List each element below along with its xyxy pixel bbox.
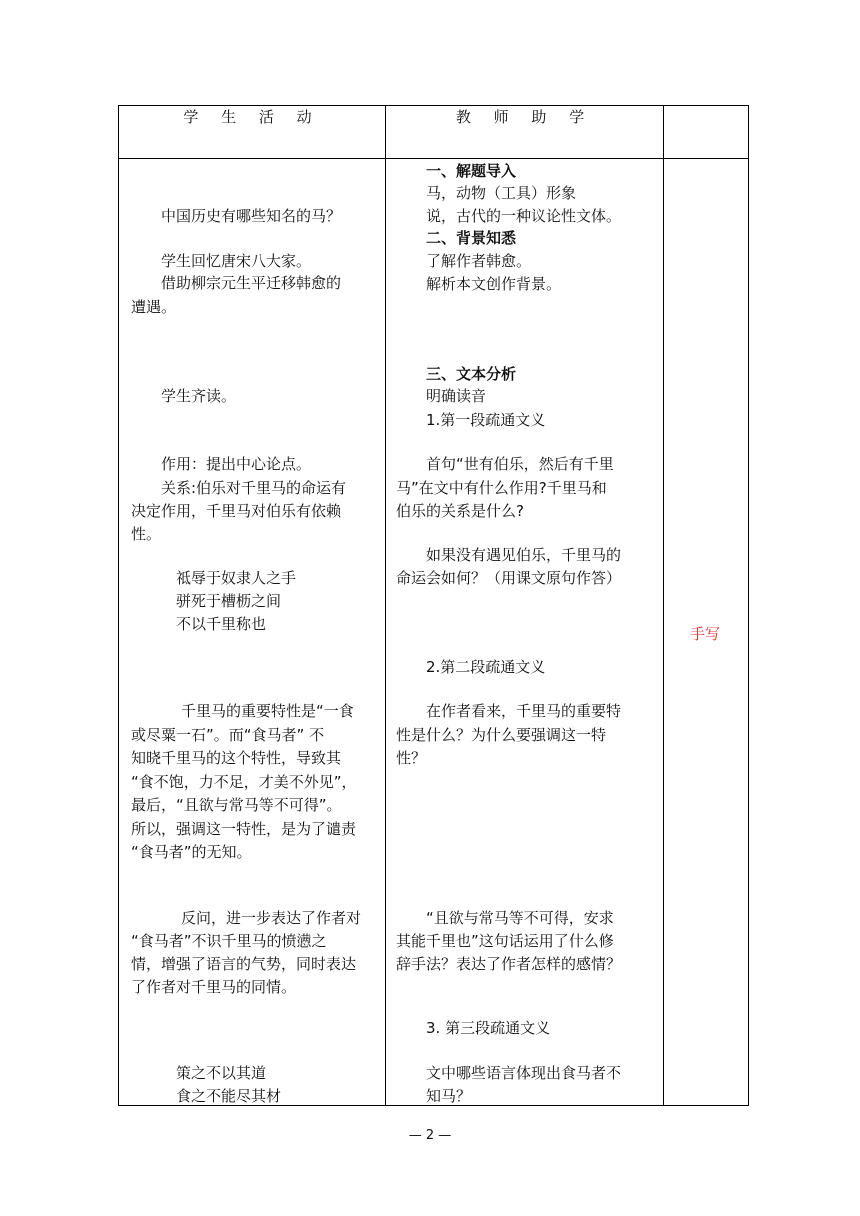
teacher-line: 2.第二段疏通文义	[426, 658, 546, 676]
teacher-line: 解析本文创作背景。	[426, 275, 562, 293]
student-line: “食马者”不识千里马的愤懑之	[131, 932, 327, 950]
header-teacher-assist: 教 师 助 学	[386, 106, 664, 159]
teacher-line: 命运会如何？（用课文原句作答）	[396, 569, 622, 587]
student-line: 性。	[131, 525, 162, 543]
teacher-line: 了解作者韩愈。	[426, 252, 532, 270]
teacher-line: 马，动物（工具）形象	[426, 184, 577, 202]
page-number: — 2 —	[408, 1128, 452, 1143]
header-student-activity: 学 生 活 动	[119, 106, 386, 159]
teacher-line: 三、文本分析	[426, 365, 517, 383]
student-line: 策之不以其道	[176, 1064, 267, 1082]
body-row	[119, 159, 749, 1106]
teacher-line: 伯乐的关系是什么?	[396, 502, 524, 520]
student-line: 千里马的重要特性是“一食	[181, 702, 354, 720]
student-line: 借助柳宗元生平迁移韩愈的	[161, 274, 342, 292]
teacher-line: “且欲与常马等不可得，安求	[426, 909, 614, 927]
lesson-plan-table	[118, 105, 749, 1106]
teacher-line: 文中哪些语言体现出食马者不	[426, 1064, 622, 1082]
student-line: “食不饱，力不足，才美不外见”，	[131, 773, 357, 791]
student-line: 学生回忆唐宋八大家。	[161, 252, 312, 270]
student-line: 不以千里称也	[176, 615, 267, 633]
teacher-line: 二、背景知悉	[426, 229, 517, 247]
teacher-line: 明确读音	[426, 387, 487, 405]
teacher-line: 3. 第三段疏通文义	[426, 1019, 551, 1037]
teacher-line: 马”在文中有什么作用?千里马和	[396, 479, 607, 497]
teacher-line: 在作者看来，千里马的重要特	[426, 702, 622, 720]
student-line: 中国历史有哪些知名的马？	[161, 207, 342, 225]
student-line: 最后，“且欲与常马等不可得”。	[131, 796, 342, 814]
teacher-line: 首句“世有伯乐，然后有千里	[426, 455, 614, 473]
teacher-line: 性？	[396, 749, 427, 767]
student-line: 作用：提出中心论点。	[161, 455, 312, 473]
student-line: 祗辱于奴隶人之手	[176, 569, 297, 587]
handwriting-note: 手写	[690, 625, 721, 643]
teacher-line: 1.第一段疏通文义	[426, 411, 546, 429]
student-line: 情，增强了语言的气势，同时表达	[131, 955, 357, 973]
teacher-line: 其能千里也”这句话运用了什么修	[396, 932, 614, 950]
teacher-line: 辞手法？表达了作者怎样的感情？	[396, 955, 622, 973]
notes-cell	[664, 159, 749, 1106]
student-line: 食之不能尽其材	[176, 1087, 282, 1105]
student-line: 或尽粟一石”。而“食马者” 不	[131, 726, 325, 744]
student-line: 了作者对千里马的同情。	[131, 978, 297, 996]
student-line: 关系:伯乐对千里马的命运有	[161, 479, 347, 497]
student-line: 所以，强调这一特性，是为了谴责	[131, 820, 357, 838]
student-line: 骈死于槽枥之间	[176, 592, 282, 610]
teacher-line: 一、解题导入	[426, 162, 517, 180]
teacher-assist-cell	[386, 159, 664, 1106]
student-line: 学生齐读。	[161, 387, 237, 405]
student-line: “食马者”的无知。	[131, 843, 252, 861]
header-notes	[664, 106, 749, 159]
header-row	[119, 106, 749, 159]
teacher-line: 如果没有遇见伯乐，千里马的	[426, 546, 622, 564]
student-line: 决定作用，千里马对伯乐有依赖	[131, 502, 342, 520]
student-line: 知晓千里马的这个特性，导致其	[131, 749, 342, 767]
student-line: 反问，进一步表达了作者对	[181, 909, 362, 927]
student-activity-cell	[119, 159, 386, 1106]
teacher-line: 知马？	[426, 1087, 472, 1105]
teacher-line: 性是什么？为什么要强调这一特	[396, 726, 607, 744]
student-line: 遭遇。	[131, 298, 177, 316]
teacher-line: 说，古代的一种议论性文体。	[426, 207, 622, 225]
